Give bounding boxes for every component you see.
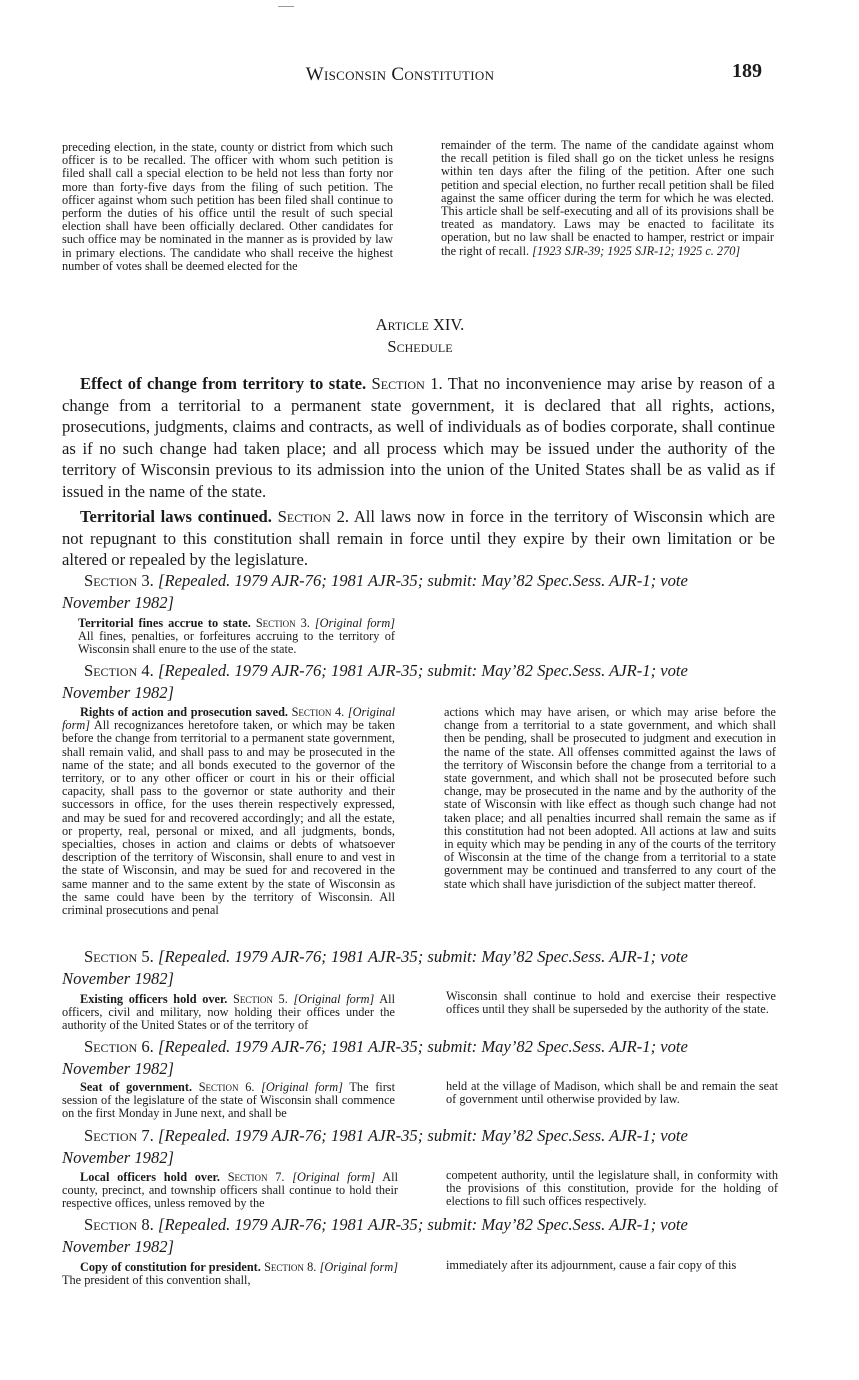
section-5-repealed (62, 946, 778, 990)
original-label: Section 7. (227, 1170, 285, 1184)
section-7-repealed (62, 1125, 778, 1169)
section-7-original-right (446, 1169, 778, 1209)
original-label: Section 6. (198, 1080, 255, 1094)
original-text: Wisconsin shall continue to hold and exercise their respective offices until they shall be superseded by the authority of the state. (446, 989, 776, 1017)
original-heading: Rights of action and prosecution saved. (80, 705, 288, 719)
top-rule (278, 6, 294, 7)
section-label: Section 8. (84, 1215, 154, 1234)
original-text: The first session of the legislature of the state of Wisconsin shall commence on the first Monday in June next, and shall be (62, 1080, 395, 1121)
section-6-original-right (446, 1080, 778, 1106)
original-heading: Copy of constitution for president. (80, 1260, 261, 1274)
original-text: All recognizances heretofore taken, or which may be taken before the change from territorial to a permanent state government, shall remain valid, and shall pass to and may be prosecuted in the name of the state; and all bonds executed to the governor of the territory, or to any other officer or court in his or their official capacity, shall pass to the governor or state authority and their successors in office, for the uses therein respectively expressed, and may be sued for and recovered accordingly; and all the estate, or property, real, personal or mixed, and all judgments, bonds, specialties, choses in action and claims or debts of whatsoever description of the territory of Wisconsin, shall enure to and vest in the state of Wisconsin, and may be sued for and recovered in the same manner and to the same extent by the state of Wisconsin as the same could have been by the territory of Wisconsin. All criminal prosecutions and penal (62, 718, 395, 918)
section-label: Section 7. (84, 1126, 154, 1145)
original-text: competent authority, until the legislature shall, in conformity with the provisions of this constitution, provide for the holding of elections to fill such offices respectively. (446, 1168, 778, 1209)
section-heading: Effect of change from territory to state. (80, 374, 367, 393)
citation: [1923 SJR-39; 1925 SJR-12; 1925 c. 270] (532, 243, 741, 258)
repealed-note: [Repealed. 1979 AJR-76; 1981 AJR-35; submit: May’82 Spec.Sess. AJR-1; vote (157, 1126, 688, 1145)
repealed-note: [Repealed. 1979 AJR-76; 1981 AJR-35; submit: May’82 Spec.Sess. AJR-1; vote (157, 571, 688, 590)
original-label: Section 8. (264, 1260, 317, 1274)
original-tag: [Original form] (293, 992, 375, 1006)
repealed-note-cont: November 1982] (62, 1237, 174, 1256)
article-heading (0, 314, 840, 358)
section-6-original-left (62, 1081, 395, 1121)
original-label: Section 3. (255, 616, 310, 630)
section-5-original-left (62, 993, 395, 1033)
repealed-note-cont: November 1982] (62, 1148, 174, 1167)
original-heading: Existing officers hold over. (80, 992, 228, 1006)
section-2 (62, 506, 775, 571)
original-text: immediately after its adjournment, cause a fair copy of this (446, 1258, 737, 1272)
section-label: Section 2. (277, 507, 350, 526)
repealed-note-cont: November 1982] (62, 593, 174, 612)
section-label: Section 3. (84, 571, 154, 590)
original-tag: [Original form] (319, 1260, 398, 1274)
original-tag: [Original form] (292, 1170, 376, 1184)
repealed-note: [Repealed. 1979 AJR-76; 1981 AJR-35; submit: May’82 Spec.Sess. AJR-1; vote (157, 661, 688, 680)
section-label: Section 1. (371, 374, 443, 393)
section-1 (62, 373, 775, 502)
section-label: Section 6. (84, 1037, 154, 1056)
repealed-note: [Repealed. 1979 AJR-76; 1981 AJR-35; submit: May’82 Spec.Sess. AJR-1; vote (157, 1037, 688, 1056)
repealed-note-cont: November 1982] (62, 683, 174, 702)
section-4-repealed (62, 660, 778, 704)
original-heading: Local officers hold over. (80, 1170, 220, 1184)
page-number: 189 (732, 60, 762, 82)
section-5-original-right (446, 990, 776, 1016)
article-number: Article XIV. (375, 315, 465, 334)
section-3-original (78, 617, 395, 657)
original-text: actions which may have arisen, or which may arise before the change from a territorial to a state government, and which shall then be pending, shall be prosecuted to judgment and execution in the name of the state. All offenses committed against the laws of the territory of Wisconsin before the change from a territorial to a state government, and which shall not be prosecuted before such change, may be prosecuted in the name and by the authority of the state of Wisconsin with like effect as though such change had not taken place; and all penalties incurred shall remain the same as if this constitution had not been adopted. All actions at law and suits in equity which may be pending in any of the courts of the territory of Wisconsin at the time of the change from a territorial to a state government may be continued and transferred to any court of the state which shall have jurisdiction of the subject matter thereof. (444, 705, 776, 891)
original-heading: Territorial fines accrue to state. (78, 616, 251, 630)
section-8-repealed (62, 1214, 778, 1258)
original-tag: [Original form] (314, 616, 396, 630)
continued-paragraph-right: remainder of the term. The name of the candidate against whom the recall petition is filed shall go on the ticket unless he resigns within ten days after the filing of the petition. After one such petition and special election, no further recall petition shall be filed against the same officer during the term for which he was elected. This article shall be self-executing and all of its provisions shall be treated as mandatory. Laws may be enacted to facilitate its operation, but no law shall be enacted to hamper, restrict or impair the right of recall. [1923 SJR-39; 1925 SJR-12; 1925 c. 270] (441, 138, 774, 258)
section-label: Section 4. (84, 661, 154, 680)
section-heading: Territorial laws continued. (80, 507, 272, 526)
section-3-repealed (62, 570, 778, 614)
repealed-note: [Repealed. 1979 AJR-76; 1981 AJR-35; submit: May’82 Spec.Sess. AJR-1; vote (157, 947, 688, 966)
original-heading: Seat of government. (80, 1080, 193, 1094)
running-header-title: Wisconsin Constitution (305, 64, 495, 85)
continued-paragraph-left: preceding election, in the state, county or district from which such officer is to be recalled. The officer with whom such petition is filed shall call a special election to be held not less than forty nor more than forty-five days from the filing of such petition. The officer against whom such petition has been filed shall continue to perform the duties of his office until the result of such special election shall have been officially declared. Other candidates for such office may be nominated in the manner as is provided by law in primary elections. The candidate who shall receive the highest number of votes shall be deemed elected for the (62, 140, 393, 273)
section-7-original-left (62, 1171, 398, 1211)
original-text: held at the village of Madison, which shall be and remain the seat of government until otherwise provided by law. (446, 1079, 778, 1107)
continued-text-left (62, 141, 393, 273)
repealed-note: [Repealed. 1979 AJR-76; 1981 AJR-35; submit: May’82 Spec.Sess. AJR-1; vote (157, 1215, 688, 1234)
original-text: The president of this convention shall, (62, 1273, 251, 1288)
repealed-note-cont: November 1982] (62, 1059, 174, 1078)
section-8-original-left (62, 1261, 398, 1287)
original-text: All fines, penalties, or forfeitures accruing to the territory of Wisconsin shall enure to the use of the state. (78, 629, 395, 657)
article-title: Schedule (387, 337, 453, 356)
original-label: Section 4. (291, 705, 345, 719)
continued-text-right (441, 139, 774, 258)
section-4-original-right (444, 706, 776, 891)
original-tag: [Original form] (261, 1080, 343, 1094)
section-6-repealed (62, 1036, 778, 1080)
repealed-note-cont: November 1982] (62, 969, 174, 988)
section-1-paragraph (62, 373, 775, 502)
section-text: That no inconvenience may arise by reason of a change from a territorial to a permanent state government, it is declared that all rights, actions, prosecutions, judgments, claims and contracts, as well of individuals as of bodies corporate, shall continue as if no such change had taken place; and all process which may be issued under the authority of the territory of Wisconsin previous to its admission into the union of the United States shall be as valid as if issued in the name of the state. (62, 374, 775, 501)
section-2-paragraph (62, 506, 775, 571)
section-text: All laws now in force in the territory of Wisconsin which are not repugnant to this constitution shall remain in force until they expire by their own limitation or be altered or repealed by the legislature. (62, 507, 775, 569)
original-text: All county, precinct, and township officers shall continue to hold their respective offices, unless removed by the (62, 1170, 398, 1211)
original-label: Section 5. (233, 992, 288, 1006)
section-4-original-left (62, 706, 395, 917)
section-8-original-right (446, 1259, 778, 1272)
original-text: All officers, civil and military, now holding their offices under the authority of the United States or of the territory of (62, 992, 396, 1033)
section-label: Section 5. (84, 947, 154, 966)
original-tag: [Original form] (62, 705, 395, 733)
